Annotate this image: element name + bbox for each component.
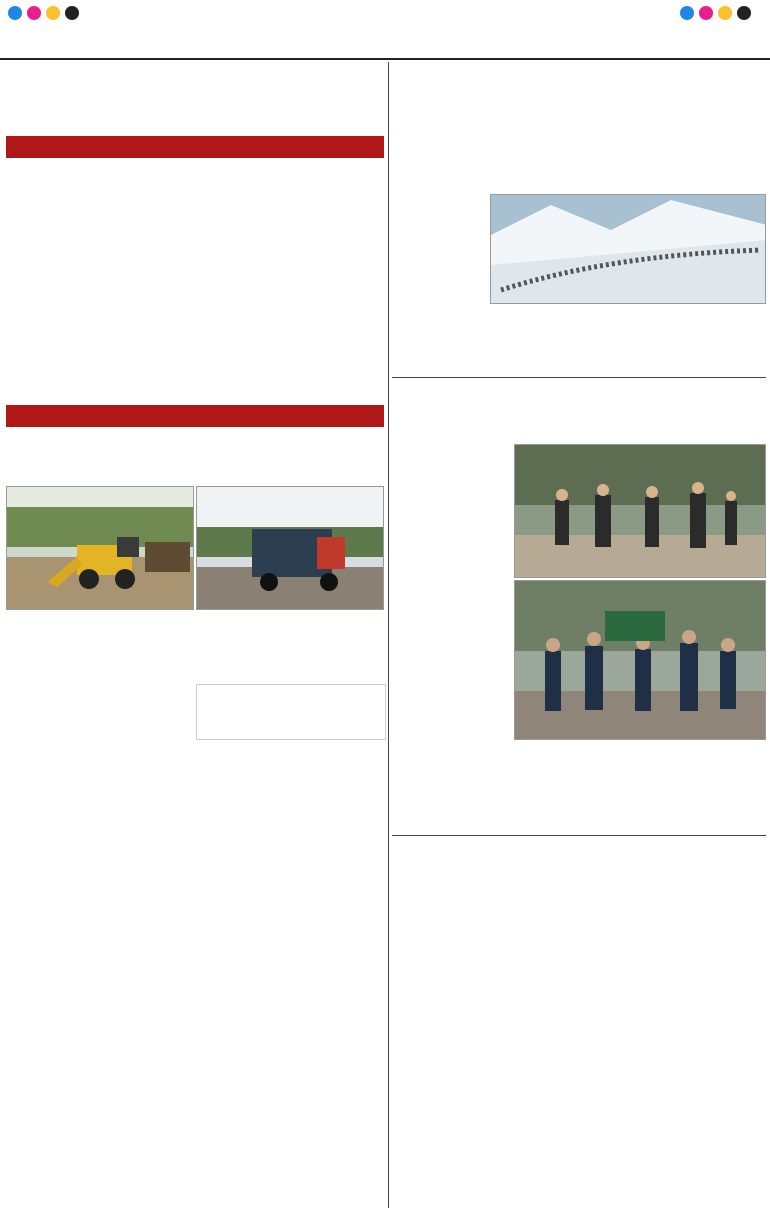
masthead [0,26,770,60]
nanakmatta-body-bottom [6,614,384,682]
mirgi-headline-block [196,684,386,740]
nanakmatta-subheadline-bar [6,405,384,427]
hemkund-body-left [394,148,486,374]
janki-photo-officials [514,444,766,578]
janki-caption-right [532,742,766,832]
dot-yellow [718,6,732,20]
nanakmatta-photo-jcb [6,486,194,610]
nanakmatta-headline [6,343,384,403]
dot-pink [699,6,713,20]
janki-body [394,444,510,736]
color-dots-left [8,2,79,24]
farzi-body [6,954,384,1208]
nanakmatta-photo-truck [196,486,384,610]
dot-black [65,6,79,20]
hemkund-body-right [490,148,766,192]
kailash-headline [6,62,384,134]
dot-black [737,6,751,20]
exam-body [6,714,384,894]
nanakmatta-body-top [6,430,384,482]
mirgi-headline-line1 [197,685,385,687]
farzi-headline [6,896,384,952]
section-divider [392,377,766,378]
hemkund-body-bottom [490,306,766,374]
dot-blue [680,6,694,20]
janki-headline [394,380,766,438]
hookah-headline [532,836,766,880]
dot-blue [8,6,22,20]
janki-caption-left [394,742,528,832]
dot-yellow [46,6,60,20]
hemkund-photo-snow-path [490,194,766,304]
dot-pink [27,6,41,20]
color-dots-right [680,2,751,24]
hemkund-headline [394,62,766,146]
anand-headline [394,838,528,898]
kailash-body [6,162,384,340]
column-divider [388,62,389,1208]
janki-photo-inspection [514,580,766,740]
kailash-subheadline-bar [6,136,384,158]
